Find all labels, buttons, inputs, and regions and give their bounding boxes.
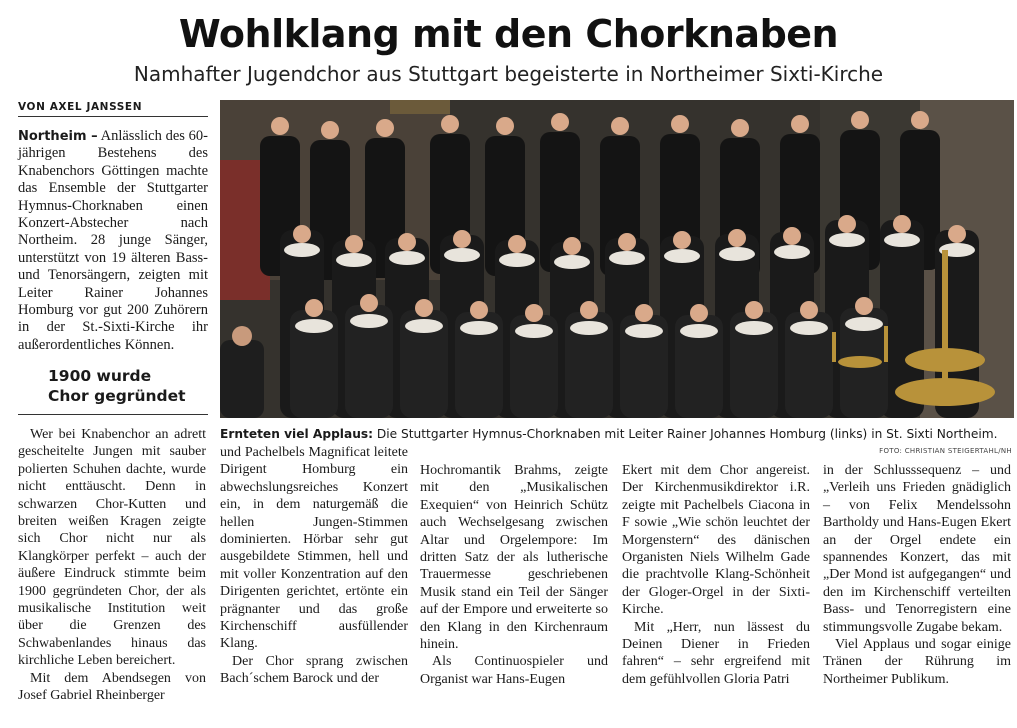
body-paragraph: Mit dem Abendsegen von Josef Gabriel Rheinberger [18, 670, 206, 704]
side-heading [48, 366, 218, 406]
lead-text: Anlässlich des 60-jährigen Bestehens des Knabenchors Göttingen machte das Ensemble der Stuttgarter Hymnus-Chorknaben einen Konzert-Abstecher nach Northeim. 28 junge Sänger, unterstützt von 19 älteren Bass- und Tenorsängern, zeigten mit Leiter Rainer Johannes Homburg vor gut 200 Zuhörern in der St.-Sixti-Kirche ihr außerordentliches Können. [18, 128, 208, 353]
byline: VON AXEL JANSSEN [18, 101, 208, 117]
divider [18, 414, 208, 415]
body-column-5 [823, 462, 1011, 688]
choir-photo [220, 100, 1014, 418]
choir-photo-illustration [220, 100, 1014, 418]
body-column-3 [420, 462, 608, 688]
body-paragraph: Wer bei Knabenchor an adrett gescheitelte Jungen mit sauber polierten Schuhen dachte, wurde nicht enttäuscht. Denn in schwarzen Chor-Kutten und breiten weißen Kragen zeigte sich Chor nicht nur als Klangkörper perfekt – auch der äußere Eindruck stimmte beim 1900 gegründeten Chor, der als musikalische Institution weit über die Grenzen des Schwabenlandes hinaus das kirchliche Leben bereichert. [18, 427, 206, 669]
body-paragraph: Viel Applaus und sogar einige Tränen der Rührung im Northeimer Publikum. [823, 637, 1011, 687]
body-paragraph: und Pachelbels Magnificat leitete Dirigent Homburg ein abwechslungsreiches Konzert ein, in dem naturgemäß die hellen Jungen-Stimmen dominierten. Hörbar sehr gut ausgebildete Stimmen, hell und mit voller Konzentration auf den Dirigenten gerichtet, ertönte ein prägnanter und das große Kirchenschiff ausfüllender Klang. [220, 445, 408, 652]
dateline: Northeim – [18, 129, 98, 144]
side-heading-line-2: Chor gegründet [48, 387, 186, 405]
body-paragraph: Der Chor sprang zwischen Bach´schem Barock und der [220, 653, 408, 687]
body-paragraph: Ekert mit dem Chor angereist. Der Kirchenmusikdirektor i.R. zeigte mit Pachelbels Ciacona in F sowie „Wie schön leuchtet der Morgenstern“ des dänischen Organisten Niels Wilhelm Gade die prachtvolle Klang-Schönheit der Gloger-Orgel in der Sixti-Kirche. [622, 463, 810, 618]
photo-caption [220, 426, 1014, 442]
body-paragraph: in der Schlusssequenz – und „Verleih uns Frieden gnädiglich – von Felix Mendelssohn Bartholdy und Hans-Eugen Ekert an der Orgel endete ein spannendes Konzert, das mit „Der Mond ist aufgegangen“ und den im Kirchenschiff verteilten Bass- und Tenorregistern eine stimmungsvolle Zugabe bekam. [823, 463, 1011, 635]
lead-paragraph [18, 128, 208, 354]
caption-text: Die Stuttgarter Hymnus-Chorknaben mit Leiter Rainer Johannes Homburg (links) in St. Sixti Northeim. [373, 427, 998, 441]
body-column-4 [622, 462, 810, 688]
article-subheadline: Namhafter Jugendchor aus Stuttgart begeisterte in Northeimer Sixti-Kirche [133, 62, 884, 86]
body-paragraph: Als Continuospieler und Organist war Hans-Eugen [420, 654, 608, 687]
body-column-1 [18, 426, 206, 705]
article-headline: Wohlklang mit den Chorknaben [178, 12, 839, 56]
side-heading-line-1: 1900 wurde [48, 367, 152, 385]
body-paragraph: Mit „Herr, nun lässest du Deinen Diener in Frieden fahren“ – sehr ergreifend mit dem gefühlvollen Gloria Patri [622, 619, 810, 687]
caption-lead: Ernteten viel Applaus: [220, 427, 374, 441]
photo-credit: FOTO: CHRISTIAN STEIGERTAHL/NH [879, 447, 1012, 455]
body-paragraph: Hochromantik Brahms, zeigte mit den „Musikalischen Exequien“ von Heinrich Schütz auch Wechselgesang zwischen Altar und Orgelempore: Im dritten Satz der als lutherische Trauermesse geschriebenen Musik stand ein Teil der Sänger auf der Empore und erweiterte so den Klang in den Kirchenraum hinein. [420, 463, 608, 653]
body-column-2 [220, 444, 408, 688]
